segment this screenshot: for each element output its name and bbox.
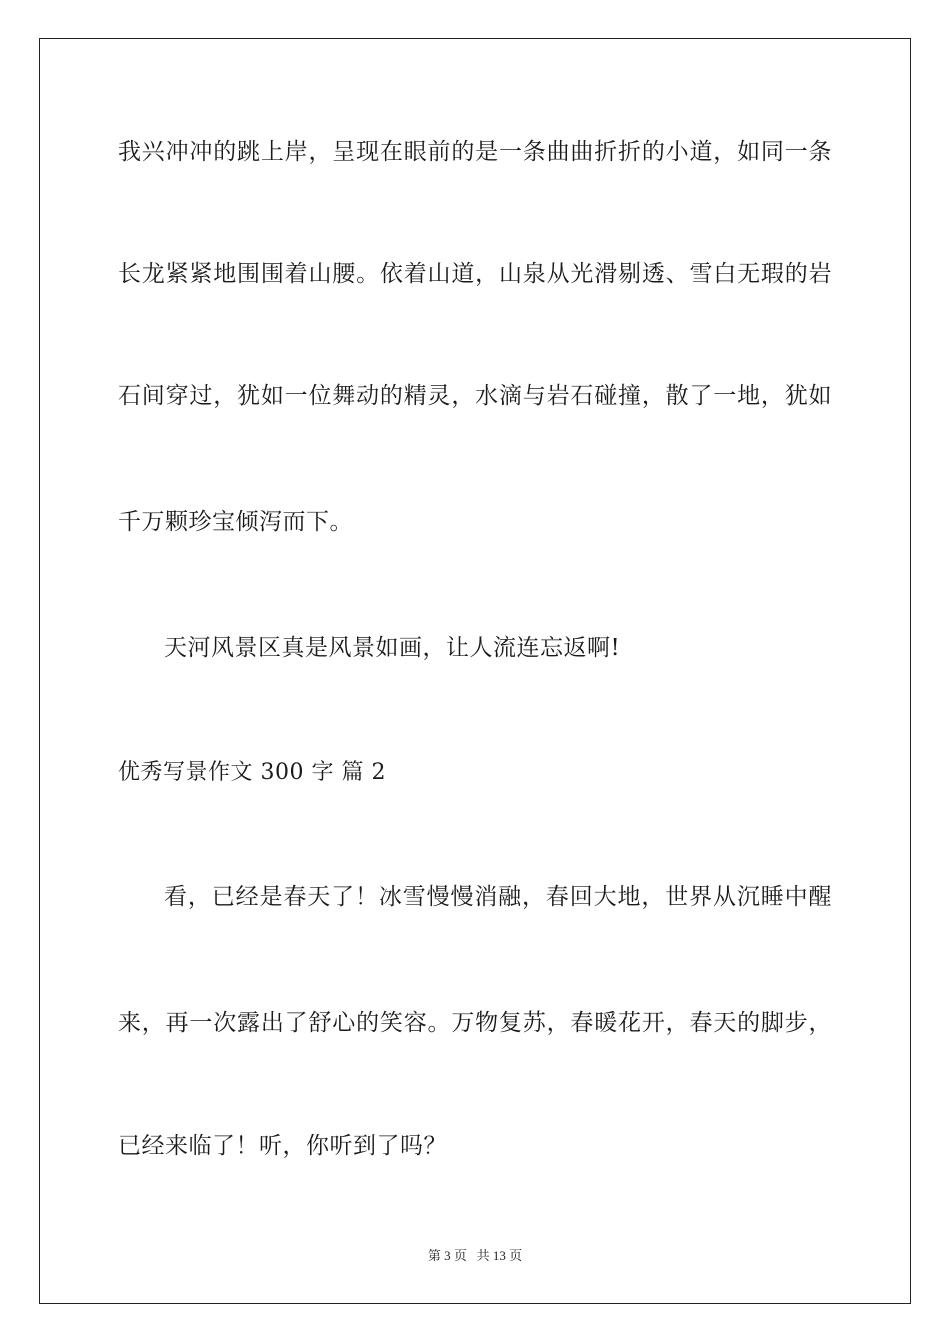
paragraph-line: 已经来临了！听，你听到了吗？ [118,1133,447,1159]
paragraph-line: 我兴冲冲的跳上岸，呈现在眼前的是一条曲曲折折的小道，如同一条 [118,139,832,165]
paragraph-line: 千万颗珍宝倾泻而下。 [118,509,353,535]
paragraph-line: 长龙紧紧地围围着山腰。依着山道，山泉从光滑剔透、雪白无瑕的岩 [118,261,832,287]
page-number: 第 3 页 [427,1248,467,1263]
page-footer [0,1248,950,1264]
paragraph-line: 石间穿过，犹如一位舞动的精灵，水滴与岩石碰撞，散了一地，犹如 [118,383,832,409]
paragraph-line: 来，再一次露出了舒心的笑容。万物复苏，春暖花开，春天的脚步， [118,1010,832,1036]
section-heading: 优秀写景作文 300 字 篇 2 [118,760,386,785]
paragraph-line: 看，已经是春天了！冰雪慢慢消融，春回大地，世界从沉睡中醒 [164,884,832,910]
paragraph-line: 天河风景区真是风景如画，让人流连忘返啊! [164,635,621,661]
page-border [39,38,911,1304]
page-total: 共 13 页 [476,1248,523,1263]
